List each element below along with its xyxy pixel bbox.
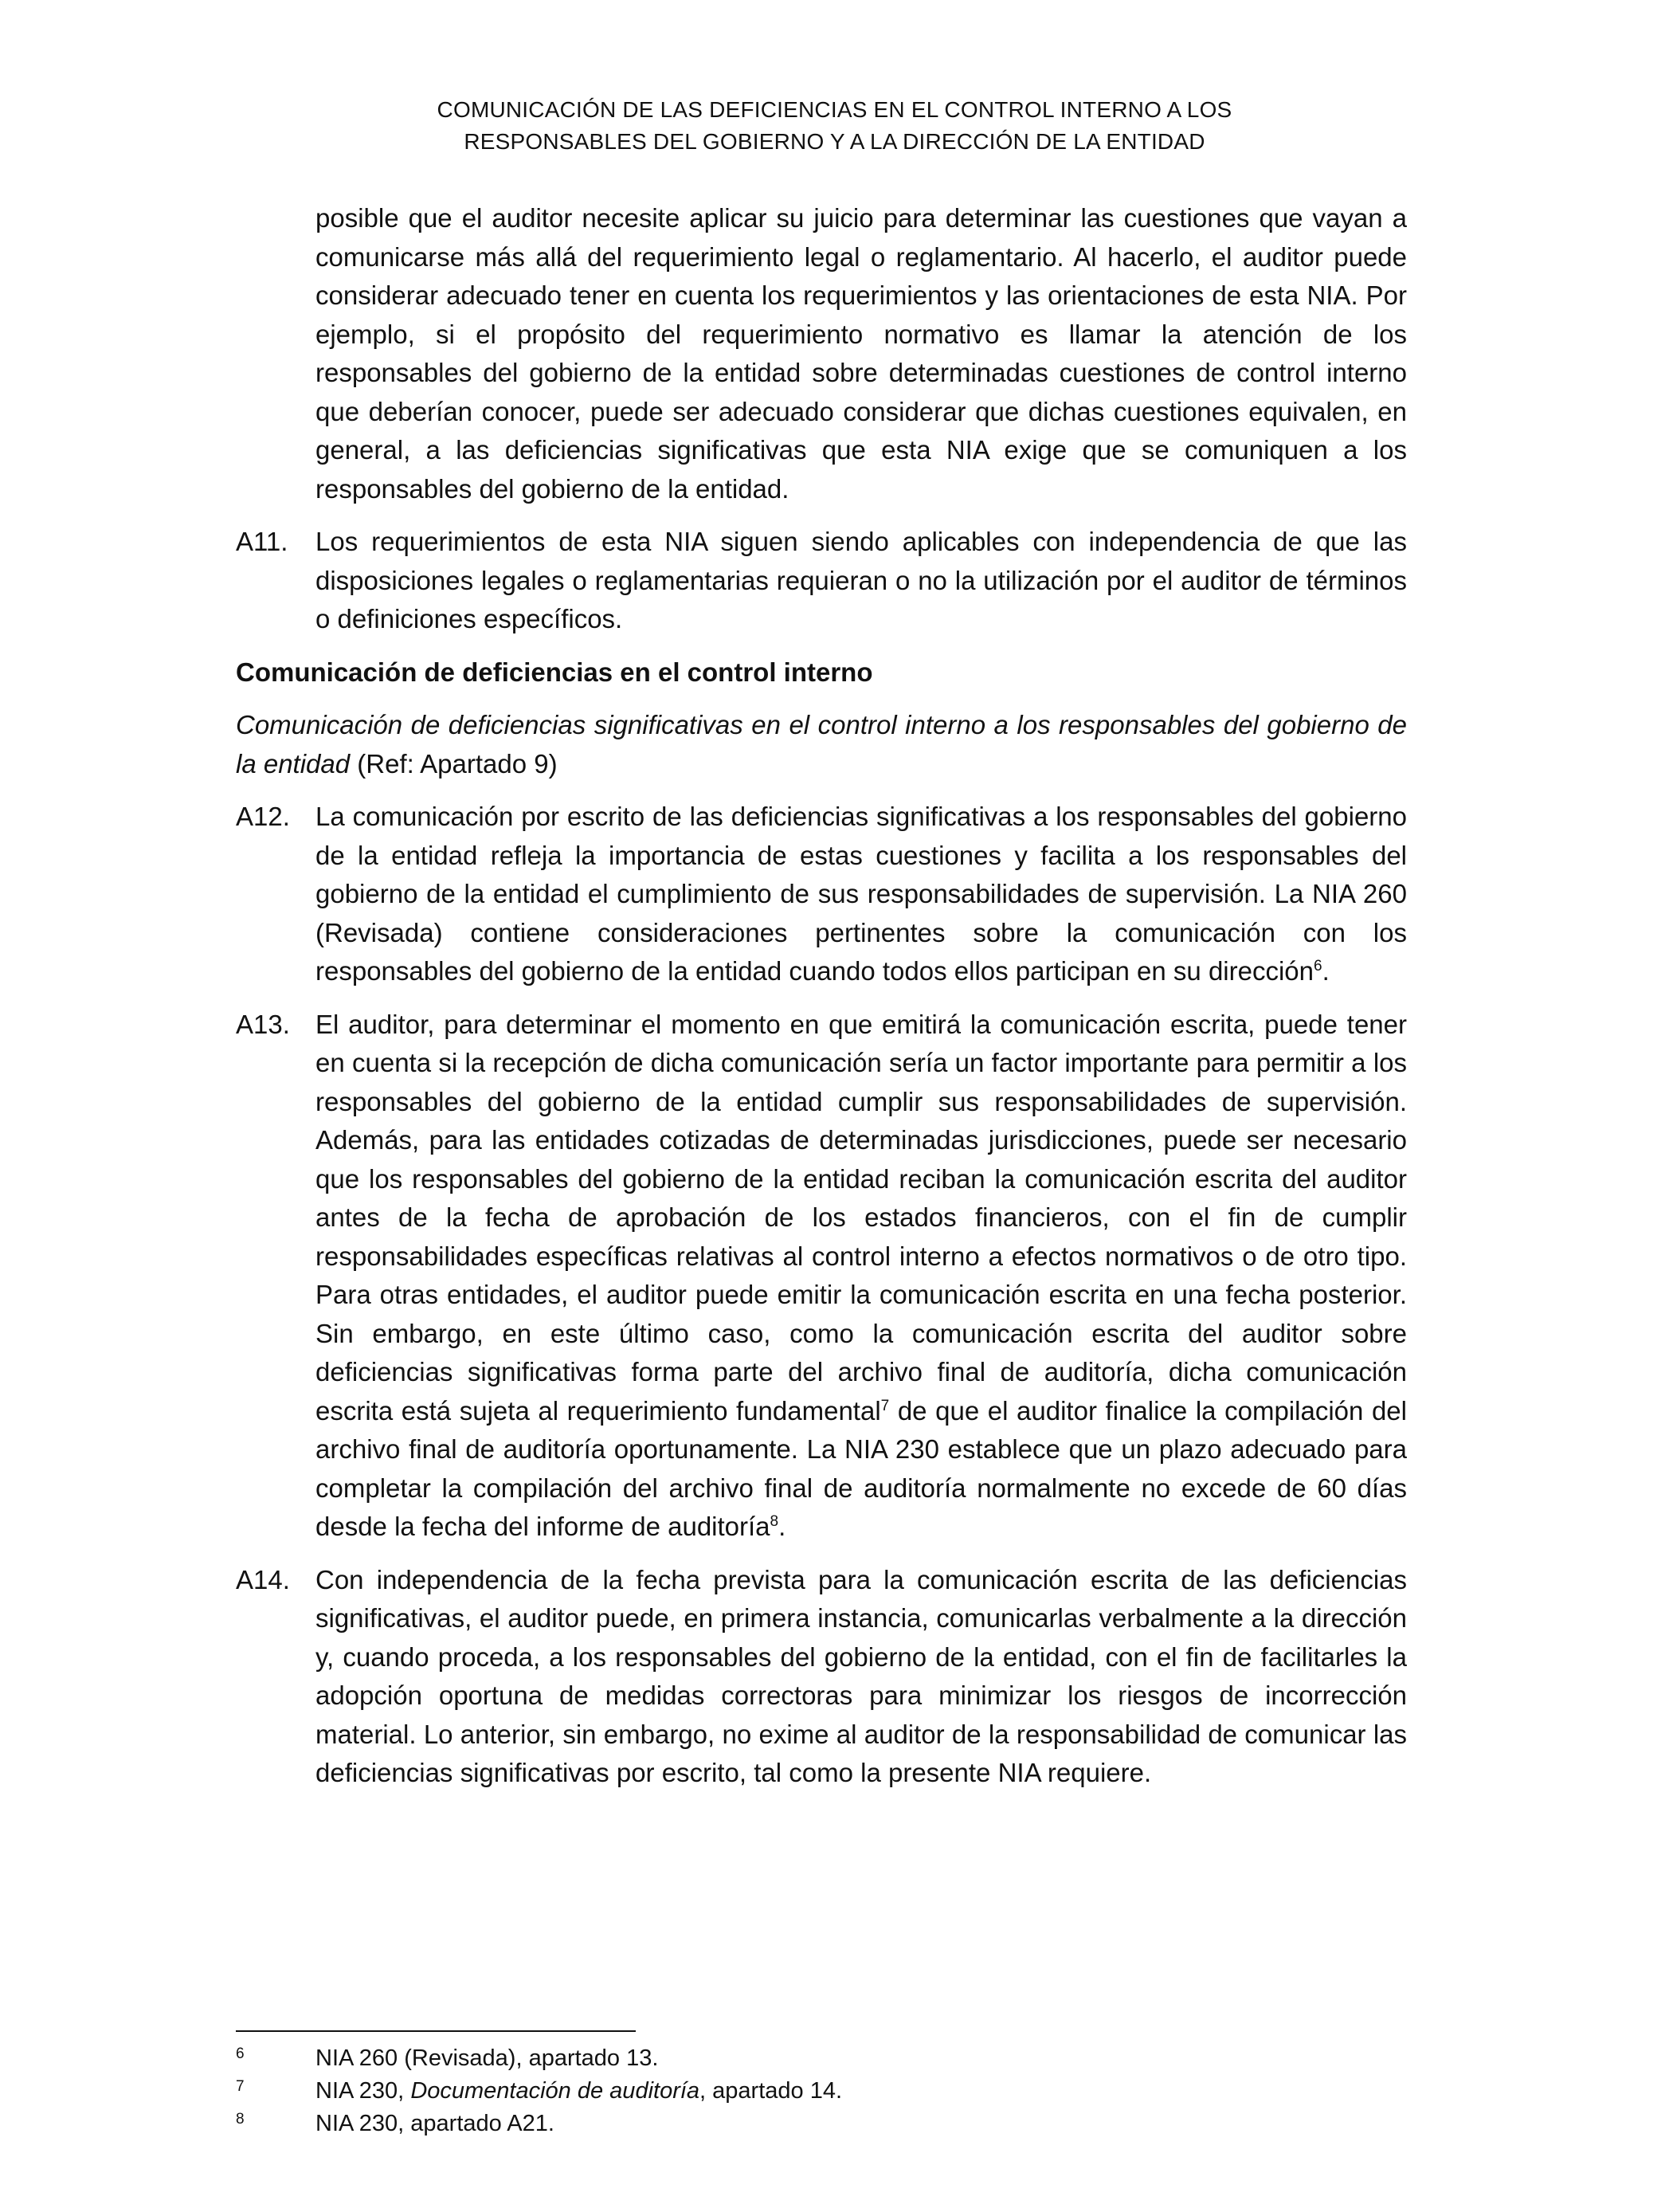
paragraph-text-part1: El auditor, para determinar el momento en que emitirá la comunicación escrita, puede tener en cuenta si la recepción de dicha comunicación sería un factor importante para permitir a los responsables del gobierno de la entidad cumplir sus responsabilidades de supervisión. Además, para las entidades cotizadas de determinadas jurisdicciones, puede ser necesario que los responsables del gobierno de la entidad reciban la comunicación escrita del auditor antes de la fecha de aprobación de los estados financieros, con el fin de cumplir responsabilidades específicas relativas al control interno a efectos normativos o de otro tipo. Para otras entidades, el auditor puede emitir la comunicación escrita en una fecha posterior. Sin embargo, en este último caso, como la comunicación escrita del auditor sobre deficiencias significativas forma parte del archivo final de auditoría, dicha comunicación escrita está sujeta al requerimiento fundamental — [315, 1009, 1407, 1426]
footnote-ref-6[interactable]: 6 — [1314, 958, 1322, 975]
footnote-mark: 8 — [236, 2111, 245, 2128]
paragraph-a13 — [236, 1006, 1407, 1547]
paragraph-number: A11. — [236, 527, 288, 556]
paragraph-text: Con independencia de la fecha prevista para la comunicación escrita de las deficiencias significativas, el auditor puede, en primera instancia, comunicarlas verbalmente a la dirección y, cuando proceda, a los responsables del gobierno de la entidad, con el fin de facilitarles la adopción oportuna de medidas correctoras para minimizar los riesgos de incorrección material. Lo anterior, sin embargo, no exime al auditor de la responsabilidad de comunicar las deficiencias significativas por escrito, tal como la presente NIA requiere. — [315, 1564, 1407, 1787]
paragraph-number: A12. — [236, 802, 290, 831]
subheading — [236, 706, 1407, 783]
header-line-1: COMUNICACIÓN DE LAS DEFICIENCIAS EN EL CONTROL INTERNO A LOS — [437, 97, 1232, 122]
paragraph-a11 — [236, 523, 1407, 639]
paragraph-end: . — [778, 1512, 786, 1541]
footnote-text-suffix: , apartado 14. — [699, 2078, 843, 2104]
page-header — [0, 94, 1669, 158]
subheading-ref: (Ref: Apartado 9) — [350, 748, 558, 779]
paragraph-text: La comunicación por escrito de las deficiencias significativas a los responsables del gobierno de la entidad refleja la importancia de estas cuestiones y facilita a los responsables del gobierno de la entidad el cumplimiento de sus responsabilidades de supervisión. La NIA 260 (Revisada) contiene consideraciones pertinentes sobre la comunicación con los responsables del gobierno de la entidad cuando todos ellos participan en su dirección — [315, 802, 1407, 986]
footnote-6 — [236, 2042, 1407, 2075]
paragraph-text-part2: de que el auditor finalice la compilación del archivo final de auditoría oportunamente. La NIA 230 establece que un plazo adecuado para completar la compilación del archivo final de auditoría normalmente no excede de 60 días desde la fecha del informe de auditoría — [315, 1395, 1407, 1541]
page-body — [236, 199, 1407, 1793]
footnote-text-prefix: NIA 230, — [315, 2078, 411, 2104]
footnote-text: NIA 230, apartado A21. — [315, 2111, 554, 2136]
paragraph-number: A13. — [236, 1009, 290, 1039]
footnote-ref-8[interactable]: 8 — [770, 1513, 779, 1530]
footnote-ref-7[interactable]: 7 — [880, 1397, 890, 1414]
paragraph-text: Los requerimientos de esta NIA siguen siendo aplicables con independencia de que las disposiciones legales o reglamentarias requieran o no la utilización por el auditor de términos o definiciones específicos. — [315, 527, 1407, 633]
footnote-text-title: Documentación de auditoría — [410, 2078, 700, 2104]
footnote-text: NIA 260 (Revisada), apartado 13. — [315, 2045, 659, 2071]
footnote-divider — [236, 2030, 636, 2032]
paragraph-number: A14. — [236, 1564, 290, 1594]
footnote-8 — [236, 2108, 1407, 2140]
footnote-mark: 7 — [236, 2078, 245, 2095]
footnotes — [236, 2042, 1407, 2140]
continuation-text: posible que el auditor necesite aplicar su juicio para determinar las cuestiones que vayan a comunicarse más allá del requerimiento legal o reglamentario. Al hacerlo, el auditor puede considerar adecuado tener en cuenta los requerimientos y las orientaciones de esta NIA. Por ejemplo, si el propósito del requerimiento normativo es llamar la atención de los responsables del gobierno de la entidad sobre determinadas cuestiones de control interno que deberían conocer, puede ser adecuado considerar que dichas cuestiones equivalen, en general, a las deficiencias significativas que esta NIA exige que se comuniquen a los responsables del gobierno de la entidad. — [315, 203, 1407, 504]
section-heading: Comunicación de deficiencias en el control interno — [236, 657, 873, 687]
paragraph-a12 — [236, 798, 1407, 991]
footnote-mark: 6 — [236, 2045, 245, 2062]
header-line-2: RESPONSABLES DEL GOBIERNO Y A LA DIRECCIÓN DE LA ENTIDAD — [464, 129, 1205, 154]
footnote-7 — [236, 2075, 1407, 2108]
paragraph-a14 — [236, 1561, 1407, 1793]
paragraph-end: . — [1322, 956, 1330, 986]
subheading-title: Comunicación de deficiencias significativas en el control interno a los responsables del gobierno de la entidad — [236, 710, 1407, 779]
continuation-paragraph — [315, 199, 1407, 508]
